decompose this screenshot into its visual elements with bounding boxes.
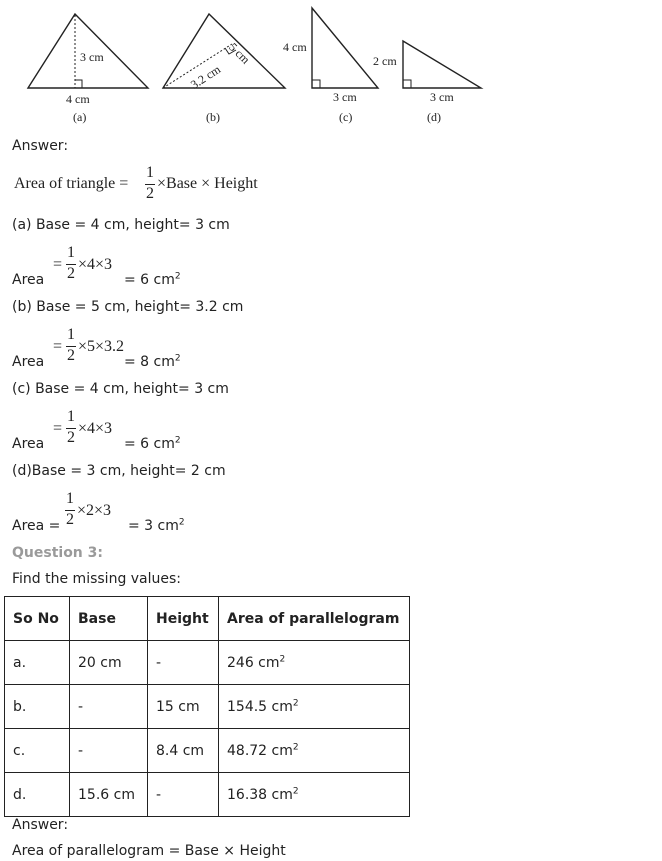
cell-area-exponent: 2 <box>292 697 299 708</box>
part-result-text: = 3 cm <box>128 518 179 534</box>
part-result-exponent: 2 <box>174 353 181 364</box>
part-expression: ×4×3 <box>78 420 113 437</box>
cell-area <box>219 685 410 729</box>
part-area-label: Area = <box>12 518 61 534</box>
formula-numerator: 1 <box>146 164 154 181</box>
cell-base: - <box>70 729 148 773</box>
table-row <box>5 685 410 729</box>
part-result-exponent: 2 <box>178 517 185 528</box>
formula-denominator: 2 <box>146 185 154 202</box>
part-result-text: = 6 cm <box>124 436 175 452</box>
table-row <box>5 641 410 685</box>
cell-area-value: 16.38 cm <box>227 786 293 803</box>
fig-d-caption: (d) <box>427 110 441 124</box>
formula-fraction <box>144 164 158 206</box>
part-expression: ×2×3 <box>77 502 112 519</box>
part-expr-prefix: = <box>53 338 63 355</box>
cell-area <box>219 729 410 773</box>
part-denominator: 2 <box>66 511 74 528</box>
part-area-label: Area <box>12 354 45 370</box>
cell-area-value: 48.72 cm <box>227 742 293 759</box>
fig-a-caption: (a) <box>73 110 87 124</box>
fig-d-side-label: 2 cm <box>373 54 397 68</box>
triangles-drawing <box>0 0 662 130</box>
formula-prefix: Area of triangle = <box>14 175 129 192</box>
part-fraction <box>65 408 79 450</box>
part-result <box>128 518 185 534</box>
header-sno: So No <box>5 597 70 641</box>
cell-height: 8.4 cm <box>148 729 219 773</box>
cell-base: - <box>70 685 148 729</box>
answer-label: Answer: <box>12 138 69 154</box>
table-header-row <box>5 597 410 641</box>
part-expression: ×4×3 <box>78 256 113 273</box>
cell-area-value: 246 cm <box>227 654 280 671</box>
answer-label: Answer: <box>12 817 69 833</box>
cell-sno: c. <box>5 729 70 773</box>
fig-d-base-label: 3 cm <box>430 90 454 104</box>
fig-c-caption: (c) <box>339 110 353 124</box>
header-area: Area of parallelogram <box>219 597 410 641</box>
header-base: Base <box>70 597 148 641</box>
triangle-a-right-angle <box>75 80 82 88</box>
part-denominator: 2 <box>67 347 75 364</box>
part-result-exponent: 2 <box>174 271 181 282</box>
part-denominator: 2 <box>67 429 75 446</box>
part-given: (b) Base = 5 cm, height= 3.2 cm <box>12 299 244 315</box>
table-row <box>5 729 410 773</box>
cell-sno: a. <box>5 641 70 685</box>
fig-b-side-label: 5 cm <box>226 40 253 67</box>
question-title: Question 3: <box>12 545 103 561</box>
fig-c-side-label: 4 cm <box>283 40 307 54</box>
cell-area-value: 154.5 cm <box>227 698 293 715</box>
table-row <box>5 773 410 817</box>
part-expression: ×5×3.2 <box>78 338 125 355</box>
part-denominator: 2 <box>67 265 75 282</box>
cell-area <box>219 641 410 685</box>
cell-area-exponent: 2 <box>292 785 299 796</box>
part-given: (d)Base = 3 cm, height= 2 cm <box>12 463 226 479</box>
cell-height: 15 cm <box>148 685 219 729</box>
question-prompt: Find the missing values: <box>12 571 182 587</box>
fig-b-height-label: 3.2 cm <box>188 62 224 92</box>
part-result-exponent: 2 <box>174 435 181 446</box>
triangle-d <box>403 41 481 88</box>
part-area-label: Area <box>12 436 45 452</box>
parallelogram-formula: Area of parallelogram = Base × Height <box>12 843 286 859</box>
cell-area-exponent: 2 <box>292 741 299 752</box>
part-expr-prefix: = <box>53 420 63 437</box>
triangle-c-right-angle <box>312 80 320 88</box>
cell-height: - <box>148 641 219 685</box>
values-table <box>4 596 410 817</box>
part-fraction <box>65 244 79 286</box>
fig-a-base-label: 4 cm <box>66 92 90 106</box>
part-area-label: Area <box>12 272 45 288</box>
part-result-text: = 8 cm <box>124 354 175 370</box>
part-result <box>124 272 181 288</box>
cell-base: 15.6 cm <box>70 773 148 817</box>
cell-sno: d. <box>5 773 70 817</box>
triangle-d-right-angle <box>403 80 411 88</box>
cell-base: 20 cm <box>70 641 148 685</box>
part-numerator: 1 <box>67 408 75 425</box>
cell-sno: b. <box>5 685 70 729</box>
part-given: (c) Base = 4 cm, height= 3 cm <box>12 381 229 397</box>
formula-suffix: ×Base × Height <box>157 175 258 192</box>
part-fraction <box>65 326 79 368</box>
header-height: Height <box>148 597 219 641</box>
triangle-c <box>312 8 378 88</box>
fig-c-base-label: 3 cm <box>333 90 357 104</box>
part-numerator: 1 <box>67 244 75 261</box>
part-fraction <box>64 490 78 532</box>
part-numerator: 1 <box>66 490 74 507</box>
part-result <box>124 354 181 370</box>
fig-b-caption: (b) <box>206 110 220 124</box>
part-result <box>124 436 181 452</box>
part-numerator: 1 <box>67 326 75 343</box>
part-result-text: = 6 cm <box>124 272 175 288</box>
cell-height: - <box>148 773 219 817</box>
part-expr-prefix: = <box>53 256 63 273</box>
cell-area <box>219 773 410 817</box>
cell-area-exponent: 2 <box>279 653 286 664</box>
part-given: (a) Base = 4 cm, height= 3 cm <box>12 217 230 233</box>
fig-a-height-label: 3 cm <box>80 50 104 64</box>
